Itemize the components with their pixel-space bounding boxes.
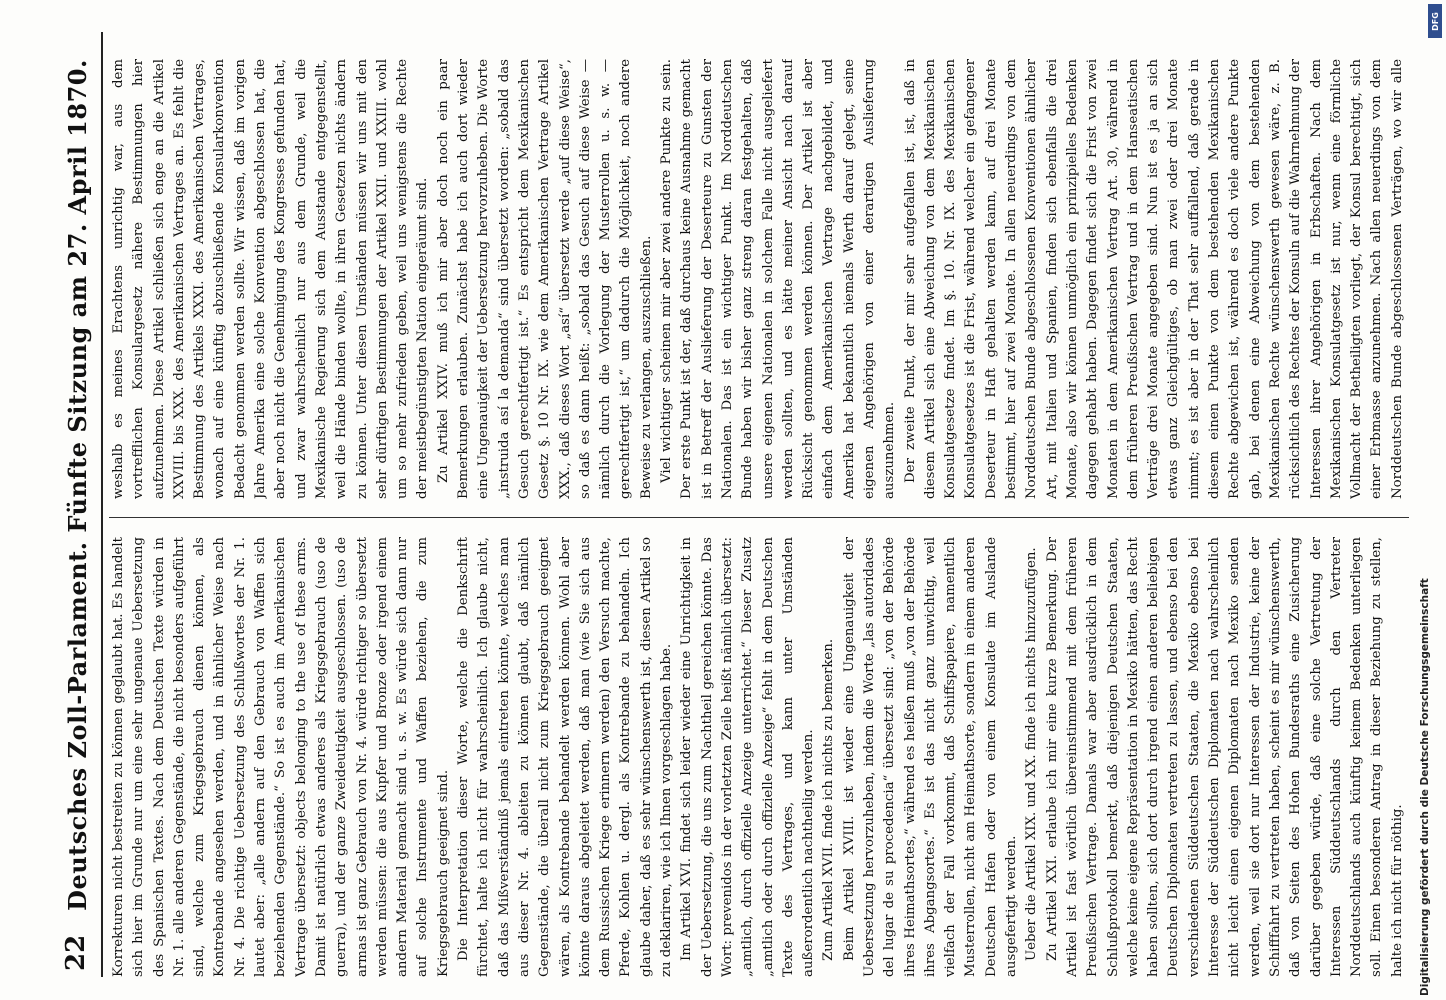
paragraph: Zu Artikel XXIV. muß ich mir aber doch noch ein paar Bemerkungen erlauben. Zunächst habe ich auch dort wieder eine Ungenauigkeit der Uebersetzung hervorzuheben. Die Worte „instruida así la demanda“ sind übersetzt worden: „sobald das Gesuch gerechtfertigt ist.“ Es entspricht dem Mexikanischen Gesetz §. 10 Nr. IX. wie dem Amerikanischen Vertrage Artikel XXX., daß dieses Wort „así“ übersetzt werde „auf diese Weise“, so daß es dann heißt: „sobald das Gesuch auf diese Weise — nämlich durch die Vorlegung der Musterrollen u. s. w. — gerechtfertigt ist,“ um dadurch die Möglichkeit, noch andere Beweise zu verlangen, auszuschließen.	[435, 59, 654, 499]
digitization-attribution: Digitalisierung gefördert durch die Deutsche Forschungsgemeinschaft	[1419, 578, 1431, 996]
running-title: Deutsches Zoll-Parlament. Fünfte Sitzung am 27. April 1870.	[63, 59, 92, 911]
right-column	[109, 59, 1409, 499]
paragraph: Viel wichtiger scheinen mir aber zwei andere Punkte zu sein. Der erste Punkt ist der, daß durchaus keine Ausnahme gemacht ist in Betreff der Auslieferung der Deserteure zu Gunsten der Nationalen. Das ist ein wichtiger Punkt. Im Norddeutschen Bunde haben wir bisher ganz streng daran festgehalten, daß unsere eigenen Nationalen in solchem Falle nicht ausgeliefert werden sollten, und es hätte meiner Ansicht nach darauf Rücksicht genommen werden können. Der Artikel ist aber einfach dem Amerikanischen Vertrage nachgebildet, und Amerika hat bekanntlich niemals Werth darauf gelegt, seine eigenen Angehörigen von einer derartigen Auslieferung auszunehmen.	[659, 59, 898, 499]
page-number: 22	[61, 934, 91, 971]
left-column	[109, 537, 1409, 977]
rotated-page	[55, 32, 1420, 977]
paragraph: Die Interpretation dieser Worte, welche die Denkschrift fürchtet, halte ich nicht für wahrscheinlich. Ich glaube nicht, daß das Mißverständniß jemals eintreten könnte, welches man aus dieser Nr. 4. ableiten zu können glaubt, daß nämlich Gegenstände, die überall nicht zum Kriegsgebrauch geeignet wären, als Kontrebande behandelt werden können. Wohl aber könnte daraus abgeleitet werden, daß man (wie Sie sich aus dem Russischen Kriege erinnern werden) den Versuch machte, Pferde, Kohlen u. dergl. als Kontrebande zu behandeln. Ich glaube daher, daß es sehr wünschenswerth ist, diesen Artikel so zu deklariren, wie ich Ihnen vorgeschlagen habe.	[456, 537, 675, 977]
paragraph: Beim Artikel XVIII. ist wieder eine Ungenauigkeit der Uebersetzung hervorzuheben, indem die Worte „las autoridades del lugar de su procedencia“ übersetzt sind: „von der Behörde ihres Heimathsortes,“ während es heißen muß „von der Behörde ihres Abgangsortes.“ Es ist das nicht ganz unwichtig, weil vielfach der Fall vorkommt, daß Schiffspapiere, namentlich Musterrollen, nicht am Heimathsorte, sondern in einem anderen Deutschen Hafen oder von einem Konsulate im Auslande ausgefertigt werden.	[841, 537, 1020, 977]
column-divider	[109, 517, 1409, 518]
dfg-logo-text: DFG	[1430, 11, 1440, 31]
paragraph: Ueber die Artikel XIX. und XX. finde ich nichts hinzuzufügen.	[1024, 547, 1040, 962]
paragraph: Im Artikel XVI. findet sich leider wieder eine Unrichtigkeit in der Uebersetzung, die uns zum Nachtheil gereichen könnte. Das Wort: prevenidos in der vorletzten Zeile heißt nämlich übersetzt: „amtlich, durch offizielle Anzeige unterrichtet.“ Dieser Zusatz „amtlich oder durch offizielle Anzeige“ fehlt in dem Deutschen Texte des Vertrages, und kann unter Umständen außerordentlich nachtheilig werden.	[679, 537, 817, 977]
paragraph: weshalb es meines Erachtens unrichtig war, aus dem vortrefflichen Konsulargesetz nähere Bestimmungen hier aufzunehmen. Diese Artikel schließen sich enge an die Artikel XXVIII. bis XXX. des Amerikanischen Vertrages an. Es fehlt die Bestimmung des Artikels XXXI. des Amerikanischen Vertrages, wonach auf eine künftig abzuschließende Konsularkonvention Bedacht genommen werden sollte. Wir wissen, daß im vorigen Jahre Amerika eine solche Konvention abgeschlossen hat, die aber noch nicht die Genehmigung des Kongresses gefunden hat, und zwar wahrscheinlich nur aus dem Grunde, weil die Mexikanische Regierung sich dem Ausstande entgegenstellt, weil die Hände binden wollte, in ihren Gesetzen nichts ändern zu können. Unter diesen Umständen müssen wir uns mit den sehr dürftigen Bestimmungen der Artikel XXII. und XXIII. wohl um so mehr zufrieden geben, weil uns wenigstens die Rechte der meistbegünstigten Nation eingeräumt sind.	[111, 59, 431, 499]
paragraph: Zu Artikel XXI. erlaube ich mir eine kurze Bemerkung. Der Artikel ist fast wörtlich übereinstimmend mit dem früheren Preußischen Vertrage. Damals war aber ausdrücklich in dem Schlußprotokoll bemerkt, daß diejenigen Deutschen Staaten, welche keine eigene Repräsentation in Mexiko hätten, das Recht haben sollten, sich dort durch irgend einen anderen beliebigen Deutschen Diplomaten vertreten zu lassen, und ebenso bei den verschiedenen Süddeutschen Staaten, die Mexiko ebenso bei Interesse der Süddeutschen Diplomaten nach wahrscheinlich nicht leicht einen eigenen Diplomaten nach Mexiko senden werden, weil sie dort nur Interessen der Industrie, keine der Schifffahrt zu vertreten haben, scheint es mir wünschenswerth, daß von Seiten des Hohen Bundesraths eine Zusicherung darüber gegeben würde, daß eine solche Vertretung der Interessen Süddeutschlands durch den Vertreter Norddeutschlands auch künftig keinem Bedenken unterliegen soll. Einen besonderen Antrag in dieser Beziehung zu stellen, halte ich nicht für nöthig.	[1044, 537, 1405, 977]
paragraph: Der zweite Punkt, der mir sehr aufgefallen ist, ist, daß in diesem Artikel sich eine Abweichung von dem Mexikanischen Konsulatgesetze findet. Im §. 10. Nr. IX. des Mexikanischen Konsulatgesetzes ist die Frist, während welcher ein gefangener Deserteur in Haft gehalten werden kann, auf drei Monate bestimmt, hier auf zwei Monate. In allen neuerdings von dem Norddeutschen Bunde abgeschlossenen Konventionen ähnlicher Art, mit Italien und Spanien, finden sich ebenfalls die drei Monate, also wir können unmöglich ein prinzipielles Bedenken dagegen gehabt haben. Dagegen findet sich die Frist von zwei Monaten in dem Amerikanischen Vertrag Art. 30, während in dem früheren Preußischen Vertrag und in dem Hanseatischen Verträge drei Monate angegeben sind. Nun ist es ja an sich etwas ganz Gleichgültiges, ob man zwei oder drei Monate nimmt; es ist aber in der That sehr auffallend, daß gerade in diesem einen Punkte von dem bestehenden Mexikanischen Rechte abgewichen ist, während es doch viele andere Punkte gab, bei denen eine Abweichung von dem bestehenden Mexikanischen Rechte wünschenswerth gewesen wäre, z. B. rücksichtlich des Rechtes der Konsuln auf die Wahrnehmung der Interessen ihrer Angehörigen in Erbschaften. Nach dem Mexikanischen Konsulatgesetz ist nur, wenn eine förmliche Vollmacht der Betheiligten vorliegt, der Konsul berechtigt, sich einer Erbmasse anzunehmen. Nach allen neuerdings von dem Norddeutschen Bunde abgeschlossenen Verträgen, wo wir alle	[902, 59, 1405, 499]
dfg-logo	[1428, 4, 1442, 38]
paragraph	[1408, 537, 1409, 977]
paragraph: Zum Artikel XVII. finde ich nichts zu bemerken.	[821, 638, 837, 962]
text-columns	[109, 32, 1409, 977]
paragraph: Korrekturen nicht bestreiten zu können geglaubt hat. Es handelt sich hier im Grunde nur um eine sehr ungenaue Uebersetzung des Spanischen Textes. Nach dem Deutschen Texte würden in Nr. 1. alle anderen Gegenstände, die nicht besonders aufgeführt sind, welche zum Kriegsgebrauch dienen können, als Kontrebande angesehen werden, und in ähnlicher Weise nach Nr. 4. Die richtige Uebersetzung des Schlußwortes der Nr. 1. lautet aber: „alle andern auf den Gebrauch von Waffen sich beziehenden Gegenstände.“ So ist es auch im Amerikanischen Vertrage übersetzt: objects belonging to the use of these arms. Damit ist natürlich etwas anderes als Kriegsgebrauch (uso de guerra), und der ganze Zweideutigkeit ausgeschlossen. (uso de armas ist ganz Gebrauch von Nr. 4. würde richtiger so übersetzt werden müssen: die aus Kupfer und Bronze oder irgend einem andern Material gemacht sind u. s. w. Es würde sich dann nur auf solche Instrumente und Waffen beziehen, die zum Kriegsgebrauch geeignet sind.	[111, 537, 451, 977]
page-header	[55, 32, 103, 977]
